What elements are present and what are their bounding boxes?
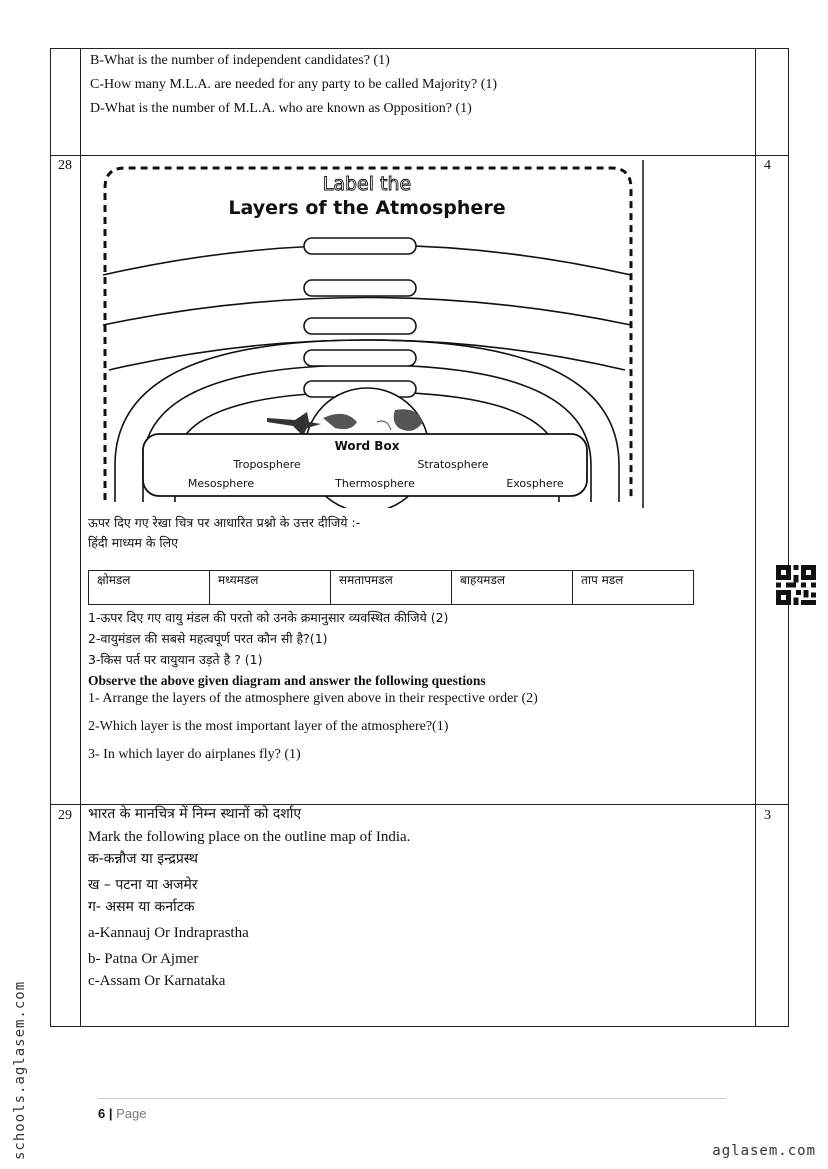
hindi-layer-cell: ताप मडल [573, 571, 694, 605]
footer-rule [98, 1098, 726, 1099]
row-divider-29 [50, 804, 789, 805]
table-border-right [788, 48, 789, 1027]
q29-marks: 3 [764, 808, 771, 823]
hindi-layers-table [88, 570, 694, 605]
diagram-title-line2: Layers of the Atmosphere [228, 197, 506, 219]
q29-hindi-option-a: क-कन्नौज या इन्द्रप्रस्थ [88, 851, 198, 867]
table-border-col2 [755, 48, 756, 1027]
hindi-layer-cell: क्षोमडल [89, 571, 210, 605]
word-box-title: Word Box [334, 439, 400, 453]
q29-number: 29 [58, 808, 72, 823]
label-box-4 [304, 350, 416, 366]
q27-line-b: B-What is the number of independent candidates? (1) [90, 53, 390, 68]
q28-english-question-2: 2-Which layer is the most important layer of the atmosphere?(1) [88, 719, 449, 734]
word-stratosphere: Stratosphere [417, 458, 489, 471]
qr-code-icon[interactable] [776, 565, 816, 605]
atmosphere-layers-diagram [95, 160, 647, 508]
bottom-watermark: aglasem.com [712, 1143, 816, 1159]
word-mesosphere: Mesosphere [187, 477, 255, 490]
hindi-layer-cell: मध्यमडल [210, 571, 331, 605]
q29-option-b: b- Patna Or Ajmer [88, 951, 199, 967]
q28-english-question-3: 3- In which layer do airplanes fly? (1) [88, 747, 301, 762]
q28-english-heading: Observe the above given diagram and answer the following questions [88, 673, 486, 688]
q29-hindi-option-c: ग- असम या कर्नाटक [88, 899, 195, 915]
q28-hindi-question-2: 2-वायुमंडल की सबसे महत्वपूर्ण परत कौन सी है?(1) [88, 631, 328, 646]
q28-number: 28 [58, 158, 72, 173]
page-label: Page [116, 1106, 147, 1121]
word-exosphere: Exosphere [506, 477, 564, 490]
q28-hindi-question-3: 3-किस पर्त पर वायुयान उड़ते है ? (1) [88, 652, 263, 667]
q29-option-c: c-Assam Or Karnataka [88, 973, 226, 989]
side-watermark: schools.aglasem.com [12, 980, 28, 1160]
q28-hindi-medium: हिंदी माध्यम के लिए [88, 535, 179, 550]
hindi-layer-cell: समतापमडल [331, 571, 452, 605]
q28-english-question-1: 1- Arrange the layers of the atmosphere given above in their respective order (2) [88, 691, 538, 706]
label-box-1 [304, 238, 416, 254]
table-border-bottom [50, 1026, 789, 1027]
label-box-2 [304, 280, 416, 296]
table-border-left [50, 48, 51, 1027]
table-border-col1 [80, 48, 81, 1027]
label-box-3 [304, 318, 416, 334]
q28-marks: 4 [764, 158, 771, 173]
word-troposphere: Troposphere [233, 458, 301, 471]
q27-line-c: C-How many M.L.A. are needed for any party to be called Majority? (1) [90, 77, 498, 92]
diagram-title-line1: Label the [322, 173, 412, 195]
table-border-top [50, 48, 789, 49]
q28-hindi-question-1: 1-ऊपर दिए गए वायु मंडल की परतो को उनके क्रमानुसार व्यवस्थित कीजिये (2) [88, 610, 449, 625]
q27-line-d: D-What is the number of M.L.A. who are known as Opposition? (1) [90, 101, 472, 116]
word-thermosphere: Thermosphere [335, 477, 415, 490]
q28-hindi-instruction: ऊपर दिए गए रेखा चित्र पर आधारित प्रश्नो के उत्तर दीजिये :- [88, 515, 361, 530]
q29-hindi-instruction: भारत के मानचित्र में निम्न स्थानों को दर्शाए [88, 806, 302, 822]
q29-english-instruction: Mark the following place on the outline map of India. [88, 829, 411, 845]
page-footer [98, 1106, 147, 1121]
hindi-layer-cell: बाहयमडल [452, 571, 573, 605]
page-number: 6 [98, 1106, 106, 1121]
page-separator: | [108, 1106, 113, 1121]
q29-option-a: a-Kannauj Or Indraprastha [88, 925, 249, 941]
row-divider-28 [50, 155, 789, 156]
q29-hindi-option-b: ख – पटना या अजमेर [88, 877, 198, 893]
